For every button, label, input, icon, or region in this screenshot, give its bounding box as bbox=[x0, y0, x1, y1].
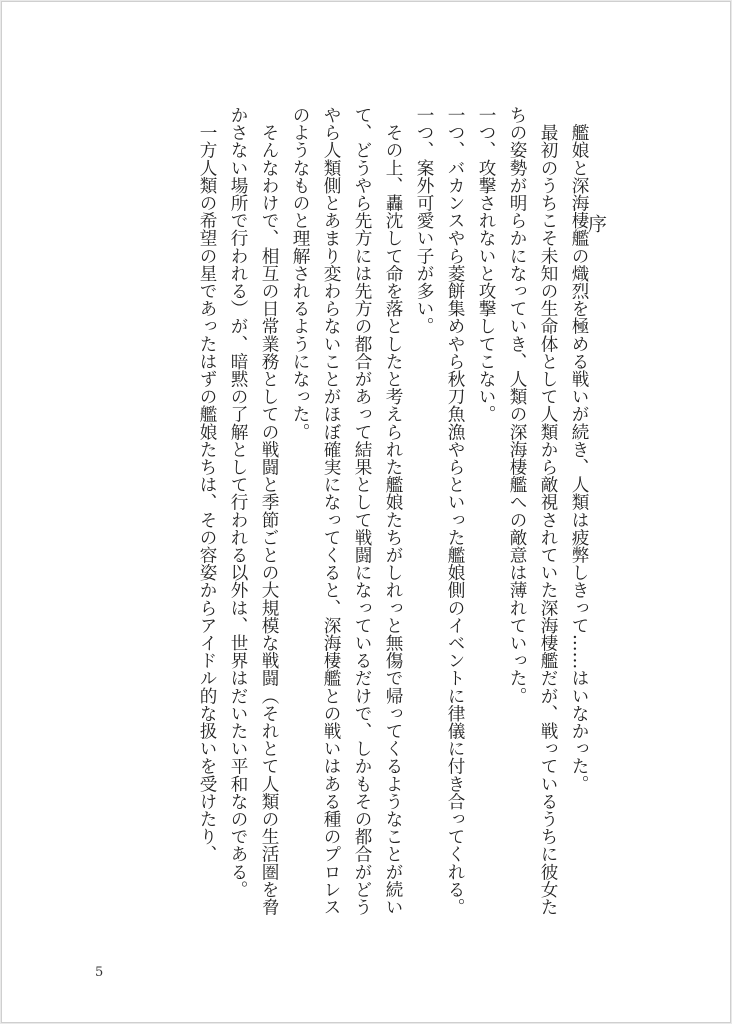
page-number: 5 bbox=[95, 965, 104, 980]
paragraph: 一つ、案外可愛い子が多い。 bbox=[414, 106, 434, 335]
paragraph: そんなわけで、相互の日常業務としての戦闘と季節ごとの大規模な戦闘（それとて人類の生活圏を脅かさない場所で行われる）が、暗黙の了解として行われる以外は、世界はだいたい平和なのである。 bbox=[228, 106, 279, 916]
book-page bbox=[1, 1, 731, 1023]
paragraph: 艦娘と深海棲艦の熾烈を極める戦いが続き、人類は疲弊しきって……はいなかった。 bbox=[569, 106, 589, 793]
paragraph: 最初のうちこそ未知の生命体として人類から敵視されていた深海棲艦だが、戦っているうちに彼女たちの姿勢が明らかになっていき、人類の深海棲艦への敵意は薄れていった。 bbox=[507, 106, 558, 916]
body-text bbox=[191, 106, 594, 926]
paragraph: 一つ、攻撃されないと攻撃してこない。 bbox=[476, 106, 496, 423]
chapter-title: 序 bbox=[585, 214, 607, 233]
paragraph: その上、轟沈して命を落としたと考えられた艦娘たちがしれっと無傷で帰ってくるようなことが続いて、どうやら先方には先方の都合があって結果として戦闘になっているだけで、しかもその都合がどうやら人類側とあまり変わらないことがほぼ確実になってくると、深海棲艦との戦いはある種のプロレスのようなものと理解されるようになった。 bbox=[290, 106, 403, 916]
paragraph: 一つ、バカンスやら菱餅集めやら秋刀魚漁やらといった艦娘側のイベントに律儀に付き合ってくれる。 bbox=[445, 106, 465, 916]
paragraph: 一方人類の希望の星であったはずの艦娘たちは、その容姿からアイドル的な扱いを受けたり、 bbox=[197, 106, 217, 863]
